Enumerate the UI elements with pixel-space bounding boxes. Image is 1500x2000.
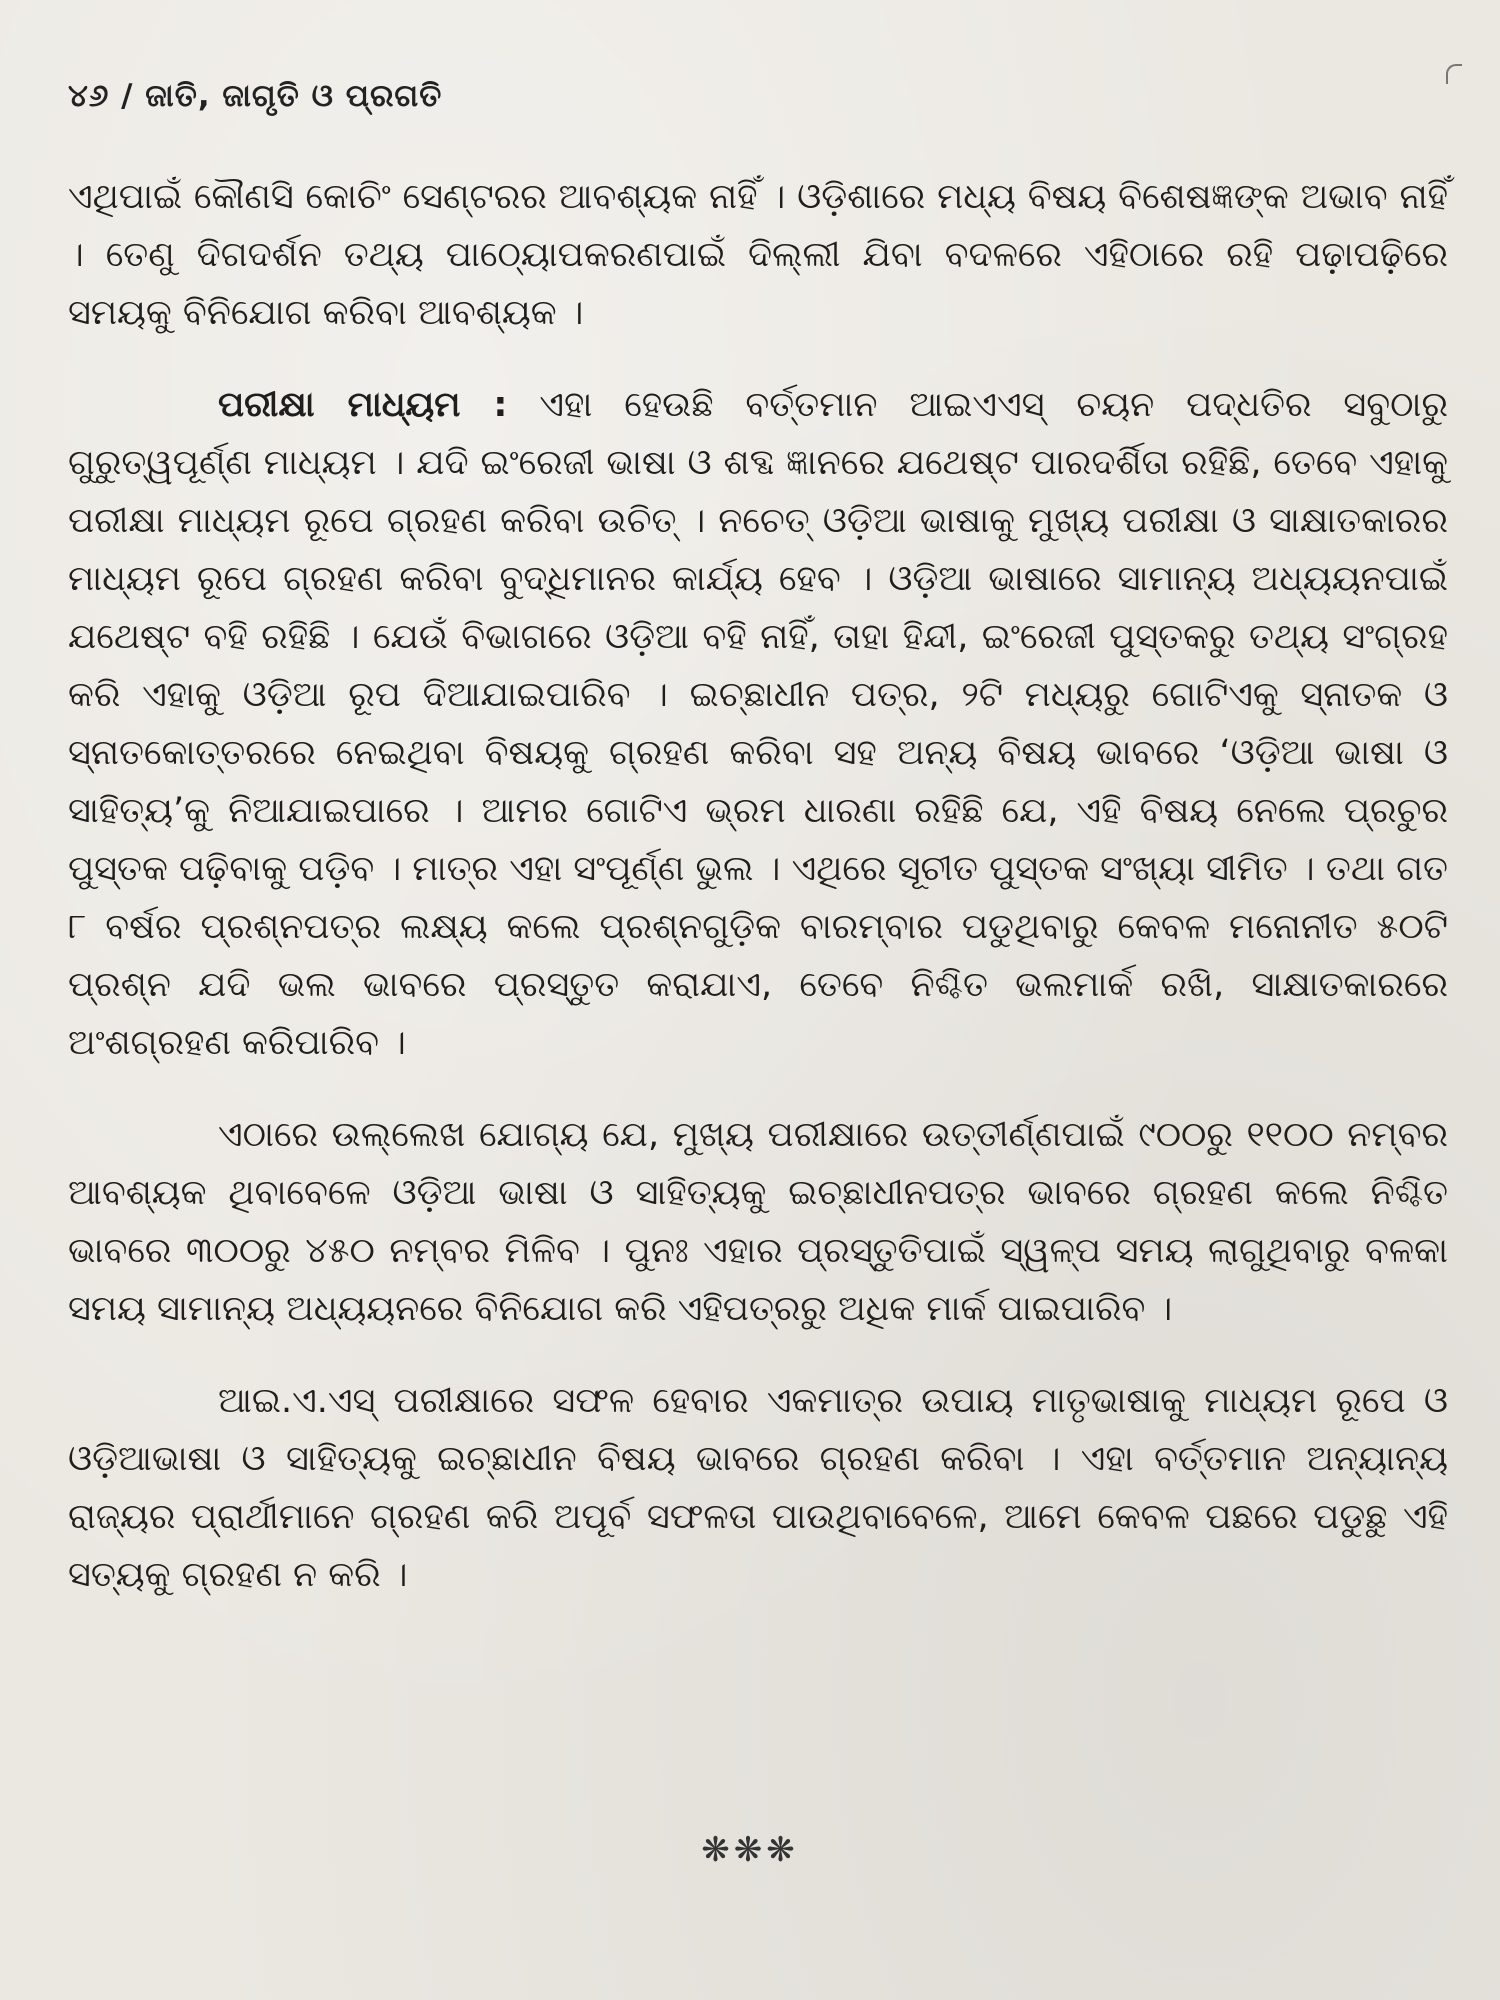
paragraph-4: ଆଇ.ଏ.ଏସ୍ ପରୀକ୍ଷାରେ ସଫଳ ହେବାର ଏକମାତ୍ର ଉପାୟ ମାତୃଭାଷାକୁ ମାଧ୍ୟମ ରୂପେ ଓ ଓଡ଼ିଆଭାଷା ଓ ସାହିତ୍ୟକୁ ଇଚ୍ଛାଧୀନ ବିଷୟ ଭାବରେ ଗ୍ରହଣ କରିବା । ଏହା ବର୍ତ୍ତମାନ ଅନ୍ୟାନ୍ୟ ରାଜ୍ୟର ପ୍ରାର୍ଥୀମାନେ ଗ୍ରହଣ କରି ଅପୂର୍ବ ସଫଳତା ପାଉଥିବାବେଳେ, ଆମେ କେବଳ ପଛରେ ପଡୁଛୁ ଏହି ସତ୍ୟକୁ ଗ୍ରହଣ ନ କରି ।: [68, 1381, 1448, 1595]
section-label-exam-medium: ପରୀକ୍ଷା ମାଧ୍ୟମ :: [218, 385, 508, 425]
paragraph-2: [68, 376, 1448, 1072]
paragraph-1: ଏଥିପାଇଁ କୌଣସି କୋଚିଂ ସେଣ୍ଟରର ଆବଶ୍ୟକ ନାହିଁ । ଓଡ଼ିଶାରେ ମଧ୍ୟ ବିଷୟ ବିଶେଷଜ୍ଞଙ୍କ ଅଭାବ ନାହିଁ । ତେଣୁ ଦିଗଦର୍ଶନ ତଥ୍ୟ ପାଠ୍ୟୋପକରଣପାଇଁ ଦିଲ୍ଲୀ ଯିବା ବଦଳରେ ଏହିଠାରେ ରହି ପଢ଼ାପଢ଼ିରେ ସମୟକୁ ବିନିଯୋଗ କରିବା ଆବଶ୍ୟକ ।: [68, 177, 1448, 333]
paragraph-2-text: ଏହା ହେଉଛି ବର୍ତ୍ତମାନ ଆଇଏଏସ୍ ଚୟନ ପଦ୍ଧତିର ସବୁଠାରୁ ଗୁରୁତ୍ୱପୂର୍ଣ୍ଣ ମାଧ୍ୟମ । ଯଦି ଇଂରେଜୀ ଭାଷା ଓ ଶବ୍ଦ ଜ୍ଞାନରେ ଯଥେଷ୍ଟ ପାରଦର୍ଶିତା ରହିଛି, ତେବେ ଏହାକୁ ପରୀକ୍ଷା ମାଧ୍ୟମ ରୂପେ ଗ୍ରହଣ କରିବା ଉଚିତ୍ । ନଚେତ୍ ଓଡ଼ିଆ ଭାଷାକୁ ମୁଖ୍ୟ ପରୀକ୍ଷା ଓ ସାକ୍ଷାତକାରର ମାଧ୍ୟମ ରୂପେ ଗ୍ରହଣ କରିବା ବୁଦ୍ଧିମାନର କାର୍ଯ୍ୟ ହେବ । ଓଡ଼ିଆ ଭାଷାରେ ସାମାନ୍ୟ ଅଧ୍ୟୟନପାଇଁ ଯଥେଷ୍ଟ ବହି ରହିଛି । ଯେଉଁ ବିଭାଗରେ ଓଡ଼ିଆ ବହି ନାହିଁ, ତାହା ହିନ୍ଦୀ, ଇଂରେଜୀ ପୁସ୍ତକରୁ ତଥ୍ୟ ସଂଗ୍ରହ କରି ଏହାକୁ ଓଡ଼ିଆ ରୂପ ଦିଆଯାଇପାରିବ । ଇଚ୍ଛାଧୀନ ପତ୍ର, ୨ଟି ମଧ୍ୟରୁ ଗୋଟିଏକୁ ସ୍ନାତକ ଓ ସ୍ନାତକୋତ୍ତରରେ ନେଇଥିବା ବିଷୟକୁ ଗ୍ରହଣ କରିବା ସହ ଅନ୍ୟ ବିଷୟ ଭାବରେ ‘ଓଡ଼ିଆ ଭାଷା ଓ ସାହିତ୍ୟ’କୁ ନିଆଯାଇପାରେ । ଆମର ଗୋଟିଏ ଭ୍ରମ ଧାରଣା ରହିଛି ଯେ, ଏହି ବିଷୟ ନେଲେ ପ୍ରଚୁର ପୁସ୍ତକ ପଢ଼ିବାକୁ ପଡ଼ିବ । ମାତ୍ର ଏହା ସଂପୂର୍ଣ୍ଣ ଭୁଲ । ଏଥିରେ ସୂଚୀତ ପୁସ୍ତକ ସଂଖ୍ୟା ସୀମିତ । ତଥା ଗତ ୮ ବର୍ଷର ପ୍ରଶ୍ନପତ୍ର ଲକ୍ଷ୍ୟ କଲେ ପ୍ରଶ୍ନଗୁଡ଼ିକ ବାରମ୍ବାର ପଡୁଥିବାରୁ କେବଳ ମନୋନୀତ ୫୦ଟି ପ୍ରଶ୍ନ ଯଦି ଭଲ ଭାବରେ ପ୍ରସ୍ତୁତ କରାଯାଏ, ତେବେ ନିଶ୍ଚିତ ଭଲମାର୍କ ରଖି, ସାକ୍ଷାତକାରରେ ଅଂଶଗ୍ରହଣ କରିପାରିବ ।: [68, 385, 1448, 1063]
page-edge-mark: [1446, 64, 1462, 84]
paragraph-3: ଏଠାରେ ଉଲ୍ଲେଖ ଯୋଗ୍ୟ ଯେ, ମୁଖ୍ୟ ପରୀକ୍ଷାରେ ଉତ୍ତୀର୍ଣ୍ଣପାଇଁ ୯୦୦ରୁ ୧୧୦୦ ନମ୍ବର ଆବଶ୍ୟକ ଥିବାବେଳେ ଓଡ଼ିଆ ଭାଷା ଓ ସାହିତ୍ୟକୁ ଇଚ୍ଛାଧୀନପତ୍ର ଭାବରେ ଗ୍ରହଣ କଲେ ନିଶ୍ଚିତ ଭାବରେ ୩୦୦ରୁ ୪୫୦ ନମ୍ବର ମିଳିବ । ପୁନଃ ଏହାର ପ୍ରସ୍ତୁତିପାଇଁ ସ୍ୱଳ୍ପ ସମୟ ଲାଗୁଥିବାରୁ ବଳକା ସମୟ ସାମାନ୍ୟ ଅଧ୍ୟୟନରେ ବିନିଯୋଗ କରି ଏହିପତ୍ରରୁ ଅଧିକ ମାର୍କ ପାଇପାରିବ ।: [68, 1115, 1448, 1329]
section-end-ornament: ❋❋❋: [701, 1830, 799, 1870]
running-head: ୪୬ / ଜାତି, ଜାଗୃତି ଓ ପ୍ରଗତି: [68, 78, 443, 114]
body-text: [68, 168, 1448, 1638]
